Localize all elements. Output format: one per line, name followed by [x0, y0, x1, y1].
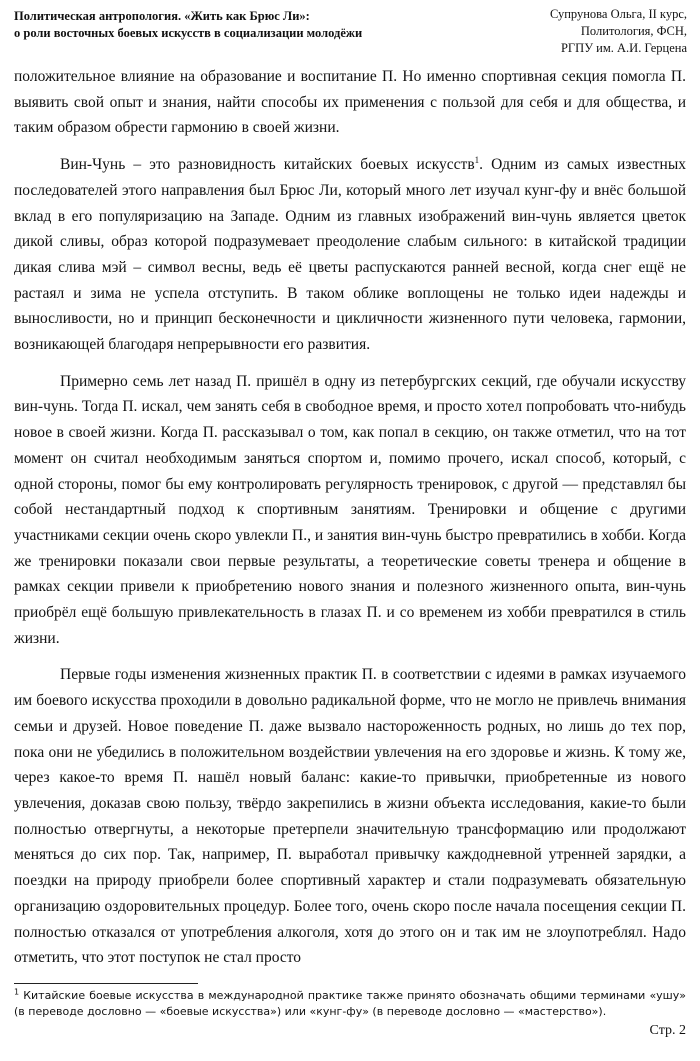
- running-header-author: [467, 6, 687, 57]
- header-author-line-3: РГПУ им. А.И. Герцена: [560, 41, 687, 55]
- paragraph-joining-section: Примерно семь лет назад П. пришёл в одну из петербургских секций, где обучали искусству вин-чунь. Тогда П. искал, чем занять себя в свободное время, и просто хотел попробовать что-нибудь новое в своей жизни. Когда П. рассказывал о том, как попал в секцию, он также отметил, что на тот момент он считал необходимым заняться спортом и, помимо прочего, искал способ, который, с одной стороны, помог бы ему контролировать регулярность тренировок, с другой — представлял бы собой нестандартный подход к спортивным занятиям. Тренировки и общение с другими участниками секции очень скоро увлекли П., и занятия вин-чунь быстро превратились в хобби. Когда же тренировки показали свои первые результаты, а теоретические советы тренера и общение в рамках секции привели к приобретению нового знания и полезного жизненного опыта, вин-чунь приобрёл ещё большую привлекательность в глазах П. и со временем из хобби превратился в стиль жизни.: [14, 372, 686, 647]
- paragraph-continuation: положительное влияние на образование и воспитание П. Но именно спортивная секция помогла П. выявить свой опыт и знания, найти способы их применения с пользой для себя и для общества, и таким образом обрести гармонию в своей жизни.: [14, 68, 686, 137]
- footnote-marker: 1: [14, 987, 20, 997]
- paragraph-first-years: Первые годы изменения жизненных практик П. в соответствии с идеями в рамках изучаемого им боевого искусства проходили в довольно радикальной форме, что не могло не привлечь внимания семьи и друзей. Новое поведение П. даже вызвало настороженность родных, но лишь до тех пор, пока они не убедились в положительном воздействии увлечения на его здоровье и жизнь. К тому же, через какое-то время П. нашёл новый баланс: какие-то привычки, приобретенные из нового увлечения, доказав свою пользу, твёрдо закрепились в жизни объекта исследования, какие-то были полностью отвергнуты, а некоторые претерпели значительную трансформацию или продолжают меняться до сих пор. Так, например, П. выработал привычку каждодневной утренней зарядки, а поездки на природу приобрели более спортивный характер и стали подразумевать обязательную организацию оздоровительных процедур. Более того, очень скоро после начала посещения секции П. полностью отказался от употребления алкоголя, хотя до этого он и так им не злоупотреблял. Надо отметить, что этот поступок не стал просто: [14, 666, 686, 967]
- paragraph-wing-chun-rest: Одним из самых известных последователей этого направления был Брюс Ли, который много лет изучал кунг-фу и внёс большой вклад в его популяризацию на Западе. Одним из главных изображений вин-чунь является цветок дикой сливы, образ которой подразумевает преодоление слабым сильного: в китайской традиции дикая слива мэй – символ весны, ведь её цветы распускаются ранней весной, когда снег ещё не растаял и зима не успела отступить. В таком облике воплощены не только идеи надежды и выносливости, но и принцип бесконечности и цикличности жизненного пути человека, гармонии, возникающей благодаря непрерывности его развития.: [14, 156, 686, 354]
- header-title-line-1: Политическая антропология. «Жить как Брюс Ли»:: [14, 9, 310, 23]
- body-text: [14, 64, 686, 971]
- page-number: Стр. 2: [649, 1023, 686, 1038]
- footnote-reference[interactable]: 1: [474, 154, 480, 165]
- running-header-title: [14, 8, 434, 42]
- header-author-line-2: Политология, ФСН,: [580, 24, 687, 38]
- paragraph-wing-chun: Вин-Чунь – это разновидность китайских боевых искусств$^1$. Одним из самых известных последователей этого направления был Брюс Ли, который много лет изучал кунг-фу и внёс большой вклад в его популяризацию на Западе. Одним из главных изображений вин-чунь является цветок дикой сливы, образ которой подразумевает преодоление слабым сильного: в китайской традиции дикая слива мэй – символ весны, ведь её цветы распускаются ранней весной, когда снег ещё не растаял и зима не успела отступить. В таком облике воплощены не только идеи надежды и выносливости, но и принцип бесконечности и цикличности жизненного пути человека, гармонии, возникающей благодаря непрерывности его развития.: [14, 154, 686, 354]
- paragraph-wing-chun-lead: Вин-Чунь – это разновидность китайских боевых искусств: [60, 156, 475, 174]
- footnote: [14, 988, 686, 1020]
- header-title-line-2: о роли восточных боевых искусств в социализации молодёжи: [14, 26, 363, 40]
- footnote-text: Китайские боевые искусства в международной практике также принято обозначать общими терминами «ушу» (в переводе дословно — «боевые искусства») или «кунг-фу» (в переводе дословно — «мастерство»).: [14, 989, 686, 1018]
- header-author-line-1: Супрунова Ольга, II курс,: [549, 7, 687, 21]
- footnote-divider: [14, 983, 198, 984]
